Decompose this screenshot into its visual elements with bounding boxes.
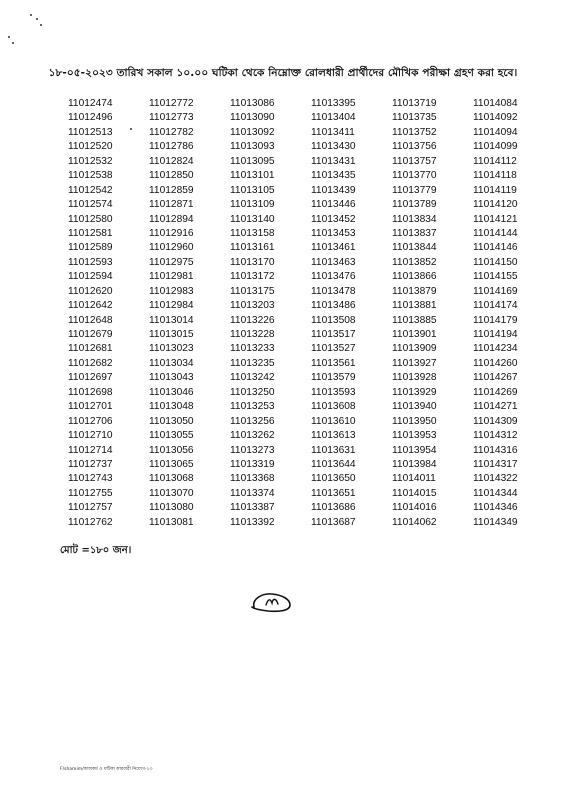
roll-number: 11013093 <box>230 141 275 153</box>
roll-number: 11013631 <box>311 444 356 456</box>
roll-number: 11013954 <box>392 444 437 456</box>
roll-number: 11013101 <box>230 170 275 182</box>
roll-number: 11013081 <box>149 516 194 528</box>
roll-number: 11012983 <box>149 285 194 297</box>
roll-number: 11013844 <box>392 242 437 254</box>
roll-number: 11013014 <box>149 314 194 326</box>
roll-number: 11014099 <box>473 141 518 153</box>
scan-speck <box>40 24 42 26</box>
roll-number: 11012697 <box>68 372 113 384</box>
roll-number: 11013752 <box>392 126 437 138</box>
roll-number: 11013453 <box>311 227 356 239</box>
roll-number: 11012701 <box>68 401 113 413</box>
roll-number: 11013770 <box>392 170 437 182</box>
roll-number: 11013613 <box>311 430 356 442</box>
roll-number: 11014234 <box>473 343 518 355</box>
roll-number: 11013065 <box>149 458 194 470</box>
roll-number: 11013435 <box>311 170 356 182</box>
roll-number: 11014260 <box>473 357 518 369</box>
roll-number: 11013404 <box>311 112 356 124</box>
roll-number: 11013644 <box>311 458 356 470</box>
roll-number: 11013050 <box>149 415 194 427</box>
roll-number: 11014011 <box>392 473 436 485</box>
roll-number: 11014179 <box>473 314 518 326</box>
roll-number: 11012620 <box>68 285 113 297</box>
roll-number: 11013411 <box>311 126 355 138</box>
roll-number: 11013779 <box>392 184 437 196</box>
roll-number: 11014322 <box>473 473 518 485</box>
roll-number: 11012762 <box>68 516 113 528</box>
roll-number: 11014062 <box>392 516 437 528</box>
roll-number: 11014169 <box>473 285 518 297</box>
roll-number: 11013446 <box>311 199 356 211</box>
roll-number: 11013048 <box>149 401 194 413</box>
roll-number: 11013940 <box>392 401 437 413</box>
roll-number-grid <box>68 97 528 530</box>
roll-number: 11012538 <box>68 170 113 182</box>
roll-number: 11013395 <box>311 98 356 109</box>
scan-speck <box>30 14 32 16</box>
roll-number: 11012532 <box>68 155 113 167</box>
roll-number: 11012714 <box>68 444 113 456</box>
roll-number: 11013517 <box>311 329 356 340</box>
roll-number: 11013140 <box>230 213 275 225</box>
roll-number: 11012698 <box>68 386 113 398</box>
roll-number: 11013055 <box>149 430 194 442</box>
roll-number: 11013080 <box>149 502 194 514</box>
roll-number: 11012580 <box>68 213 113 225</box>
roll-number: 11012894 <box>149 213 194 225</box>
roll-number: 11013172 <box>230 271 275 283</box>
roll-number: 11013109 <box>230 199 275 211</box>
roll-number: 11013901 <box>392 329 437 340</box>
roll-number: 11014349 <box>473 516 518 528</box>
roll-number: 11014316 <box>473 444 518 456</box>
roll-number: 11012850 <box>149 170 194 182</box>
roll-number: 11013486 <box>311 300 356 312</box>
roll-number: 11013909 <box>392 343 437 355</box>
roll-number: 11013034 <box>149 357 194 369</box>
roll-number: 11013431 <box>311 155 356 167</box>
roll-number: 11013430 <box>311 141 356 153</box>
roll-number: 11013256 <box>230 415 275 427</box>
roll-number: 11013461 <box>311 242 356 254</box>
roll-number: 11013095 <box>230 155 275 167</box>
roll-number: 11012679 <box>68 329 113 340</box>
roll-number: 11014015 <box>392 487 437 499</box>
roll-number: 11013928 <box>392 372 437 384</box>
roll-number: 11013527 <box>311 343 356 355</box>
total-count: মোট =১৮০ জন। <box>60 545 132 556</box>
roll-number: 11014119 <box>473 184 517 196</box>
roll-number: 11014094 <box>473 126 518 138</box>
roll-number: 11012916 <box>149 227 194 239</box>
roll-number: 11013719 <box>392 98 437 109</box>
roll-number: 11012737 <box>68 458 113 470</box>
roll-number: 11013374 <box>230 487 275 499</box>
roll-number: 11013687 <box>311 516 356 528</box>
roll-number: 11013015 <box>149 329 194 340</box>
roll-number: 11013879 <box>392 285 437 297</box>
scan-speck <box>36 18 38 20</box>
roll-number: 11013927 <box>392 357 437 369</box>
signature-mark <box>248 585 298 617</box>
roll-number: 11014084 <box>473 98 518 109</box>
roll-number: 11013452 <box>311 213 356 225</box>
roll-number: 11013056 <box>149 444 194 456</box>
roll-number: 11012589 <box>68 242 113 254</box>
roll-number: 11013392 <box>230 516 275 528</box>
roll-number: 11012594 <box>68 271 113 283</box>
roll-number: 11014016 <box>392 502 437 514</box>
roll-number: 11013043 <box>149 372 194 384</box>
roll-number: 11013735 <box>392 112 437 124</box>
roll-number: 11014267 <box>473 372 518 384</box>
roll-column <box>473 97 528 530</box>
roll-number: 11014194 <box>473 329 518 340</box>
roll-number: 11013610 <box>311 415 356 427</box>
roll-number: 11013170 <box>230 256 275 268</box>
roll-number: 11012871 <box>149 199 194 211</box>
roll-number: 11013756 <box>392 141 437 153</box>
roll-number: 11013368 <box>230 473 275 485</box>
roll-column <box>149 97 230 530</box>
roll-number: 11013090 <box>230 112 275 124</box>
roll-number: 11014118 <box>473 170 517 182</box>
roll-number: 11013881 <box>392 300 437 312</box>
roll-number: 11013885 <box>392 314 437 326</box>
roll-number: 11012520 <box>68 141 113 153</box>
roll-number: 11014144 <box>473 227 518 239</box>
roll-number: 11012786 <box>149 141 194 153</box>
roll-number: 11013852 <box>392 256 437 268</box>
roll-number: 11014112 <box>473 155 517 167</box>
roll-number: 11013650 <box>311 473 356 485</box>
roll-number: 11013789 <box>392 199 437 211</box>
roll-number: 11012960 <box>149 242 194 254</box>
roll-number: 11013837 <box>392 227 437 239</box>
roll-number: 11013086 <box>230 98 275 109</box>
roll-number: 11014174 <box>473 300 518 312</box>
scan-speck <box>8 36 10 38</box>
roll-number: 11012682 <box>68 357 113 369</box>
roll-number: 11014092 <box>473 112 518 124</box>
roll-number: 11013105 <box>230 184 275 196</box>
roll-number: 11012981 <box>149 271 194 283</box>
roll-number: 11012574 <box>68 199 113 211</box>
roll-number: 11013092 <box>230 126 275 138</box>
roll-number: 11013608 <box>311 401 356 413</box>
roll-number: 11013463 <box>311 256 356 268</box>
roll-column <box>68 97 149 530</box>
roll-number: 11013950 <box>392 415 437 427</box>
roll-number: 11014150 <box>473 256 518 268</box>
roll-number: 11013161 <box>230 242 275 254</box>
roll-number: 11014309 <box>473 415 518 427</box>
roll-number: 11014346 <box>473 502 518 514</box>
roll-number: 11012706 <box>68 415 113 427</box>
roll-number: 11014317 <box>473 458 518 470</box>
roll-number: 11014120 <box>473 199 518 211</box>
roll-number: 11012743 <box>68 473 113 485</box>
roll-number: 11013478 <box>311 285 356 297</box>
roll-number: 11013476 <box>311 271 356 283</box>
roll-number: 11013046 <box>149 386 194 398</box>
roll-number: 11013387 <box>230 502 275 514</box>
roll-number: 11014344 <box>473 487 518 499</box>
roll-number: 11013439 <box>311 184 356 196</box>
roll-number: 11014155 <box>473 271 518 283</box>
roll-number: 11013070 <box>149 487 194 499</box>
roll-number: 11012710 <box>68 430 113 442</box>
roll-number: 11013686 <box>311 502 356 514</box>
scan-speck <box>12 42 14 44</box>
roll-number: 11012593 <box>68 256 113 268</box>
footer-file-path: F/shamim/কাজকর্ম ও ঘটিকা কারবারী নিয়োগ-২৩ <box>60 767 153 772</box>
roll-number: 11012496 <box>68 112 113 124</box>
roll-number: 11013235 <box>230 357 275 369</box>
roll-number: 11013158 <box>230 227 275 239</box>
roll-number: 11012782 <box>149 126 194 138</box>
roll-number: 11013929 <box>392 386 437 398</box>
roll-number: 11012474 <box>68 98 113 109</box>
roll-number: 11013984 <box>392 458 437 470</box>
roll-number: 11014312 <box>473 430 518 442</box>
roll-number: 11012513 <box>68 126 113 138</box>
roll-number: 11012542 <box>68 184 113 196</box>
roll-number: 11013203 <box>230 300 275 312</box>
roll-number: 11013866 <box>392 271 437 283</box>
roll-number: 11012975 <box>149 256 194 268</box>
roll-number: 11013579 <box>311 372 356 384</box>
roll-number: 11012648 <box>68 314 113 326</box>
roll-number: 11014121 <box>473 213 518 225</box>
roll-column <box>392 97 473 530</box>
roll-number: 11013228 <box>230 329 275 340</box>
roll-number: 11012757 <box>68 502 113 514</box>
roll-number: 11013175 <box>230 285 275 297</box>
roll-number: 11013593 <box>311 386 356 398</box>
roll-number: 11013250 <box>230 386 275 398</box>
roll-number: 11012581 <box>68 227 113 239</box>
roll-number: 11012859 <box>149 184 194 196</box>
roll-number: 11013242 <box>230 372 275 384</box>
roll-number: 11013226 <box>230 314 275 326</box>
roll-number: 11013262 <box>230 430 275 442</box>
roll-number: 11013651 <box>311 487 356 499</box>
roll-number: 11012681 <box>68 343 113 355</box>
roll-number: 11014146 <box>473 242 518 254</box>
roll-number: 11012642 <box>68 300 113 312</box>
roll-number: 11012824 <box>149 155 194 167</box>
roll-number: 11013834 <box>392 213 437 225</box>
roll-column <box>230 97 311 530</box>
roll-number: 11014269 <box>473 386 518 398</box>
roll-number: 11012984 <box>149 300 194 312</box>
roll-number: 11014271 <box>473 401 518 413</box>
roll-number: 11013233 <box>230 343 275 355</box>
roll-number: 11013273 <box>230 444 275 456</box>
roll-number: 11013023 <box>149 343 194 355</box>
roll-number: 11013068 <box>149 473 194 485</box>
roll-column <box>311 97 392 530</box>
roll-number: 11012772 <box>149 98 194 109</box>
roll-number: 11013757 <box>392 155 437 167</box>
roll-number: 11013508 <box>311 314 356 326</box>
roll-number: 11013319 <box>230 458 275 470</box>
notice-heading: ১৮-০৫-২০২৩ তারিখ সকাল ১০.০০ ঘটিকা থেকে নিম্নোক্ত রোলধারী প্রার্থীদের মৌখিক পরীক্ষা গ্রহণ করা হবে। <box>48 67 518 79</box>
roll-number: 11012755 <box>68 487 113 499</box>
roll-number: 11012773 <box>149 112 194 124</box>
roll-number: 11013953 <box>392 430 437 442</box>
roll-number: 11013253 <box>230 401 275 413</box>
roll-number: 11013561 <box>311 357 356 369</box>
